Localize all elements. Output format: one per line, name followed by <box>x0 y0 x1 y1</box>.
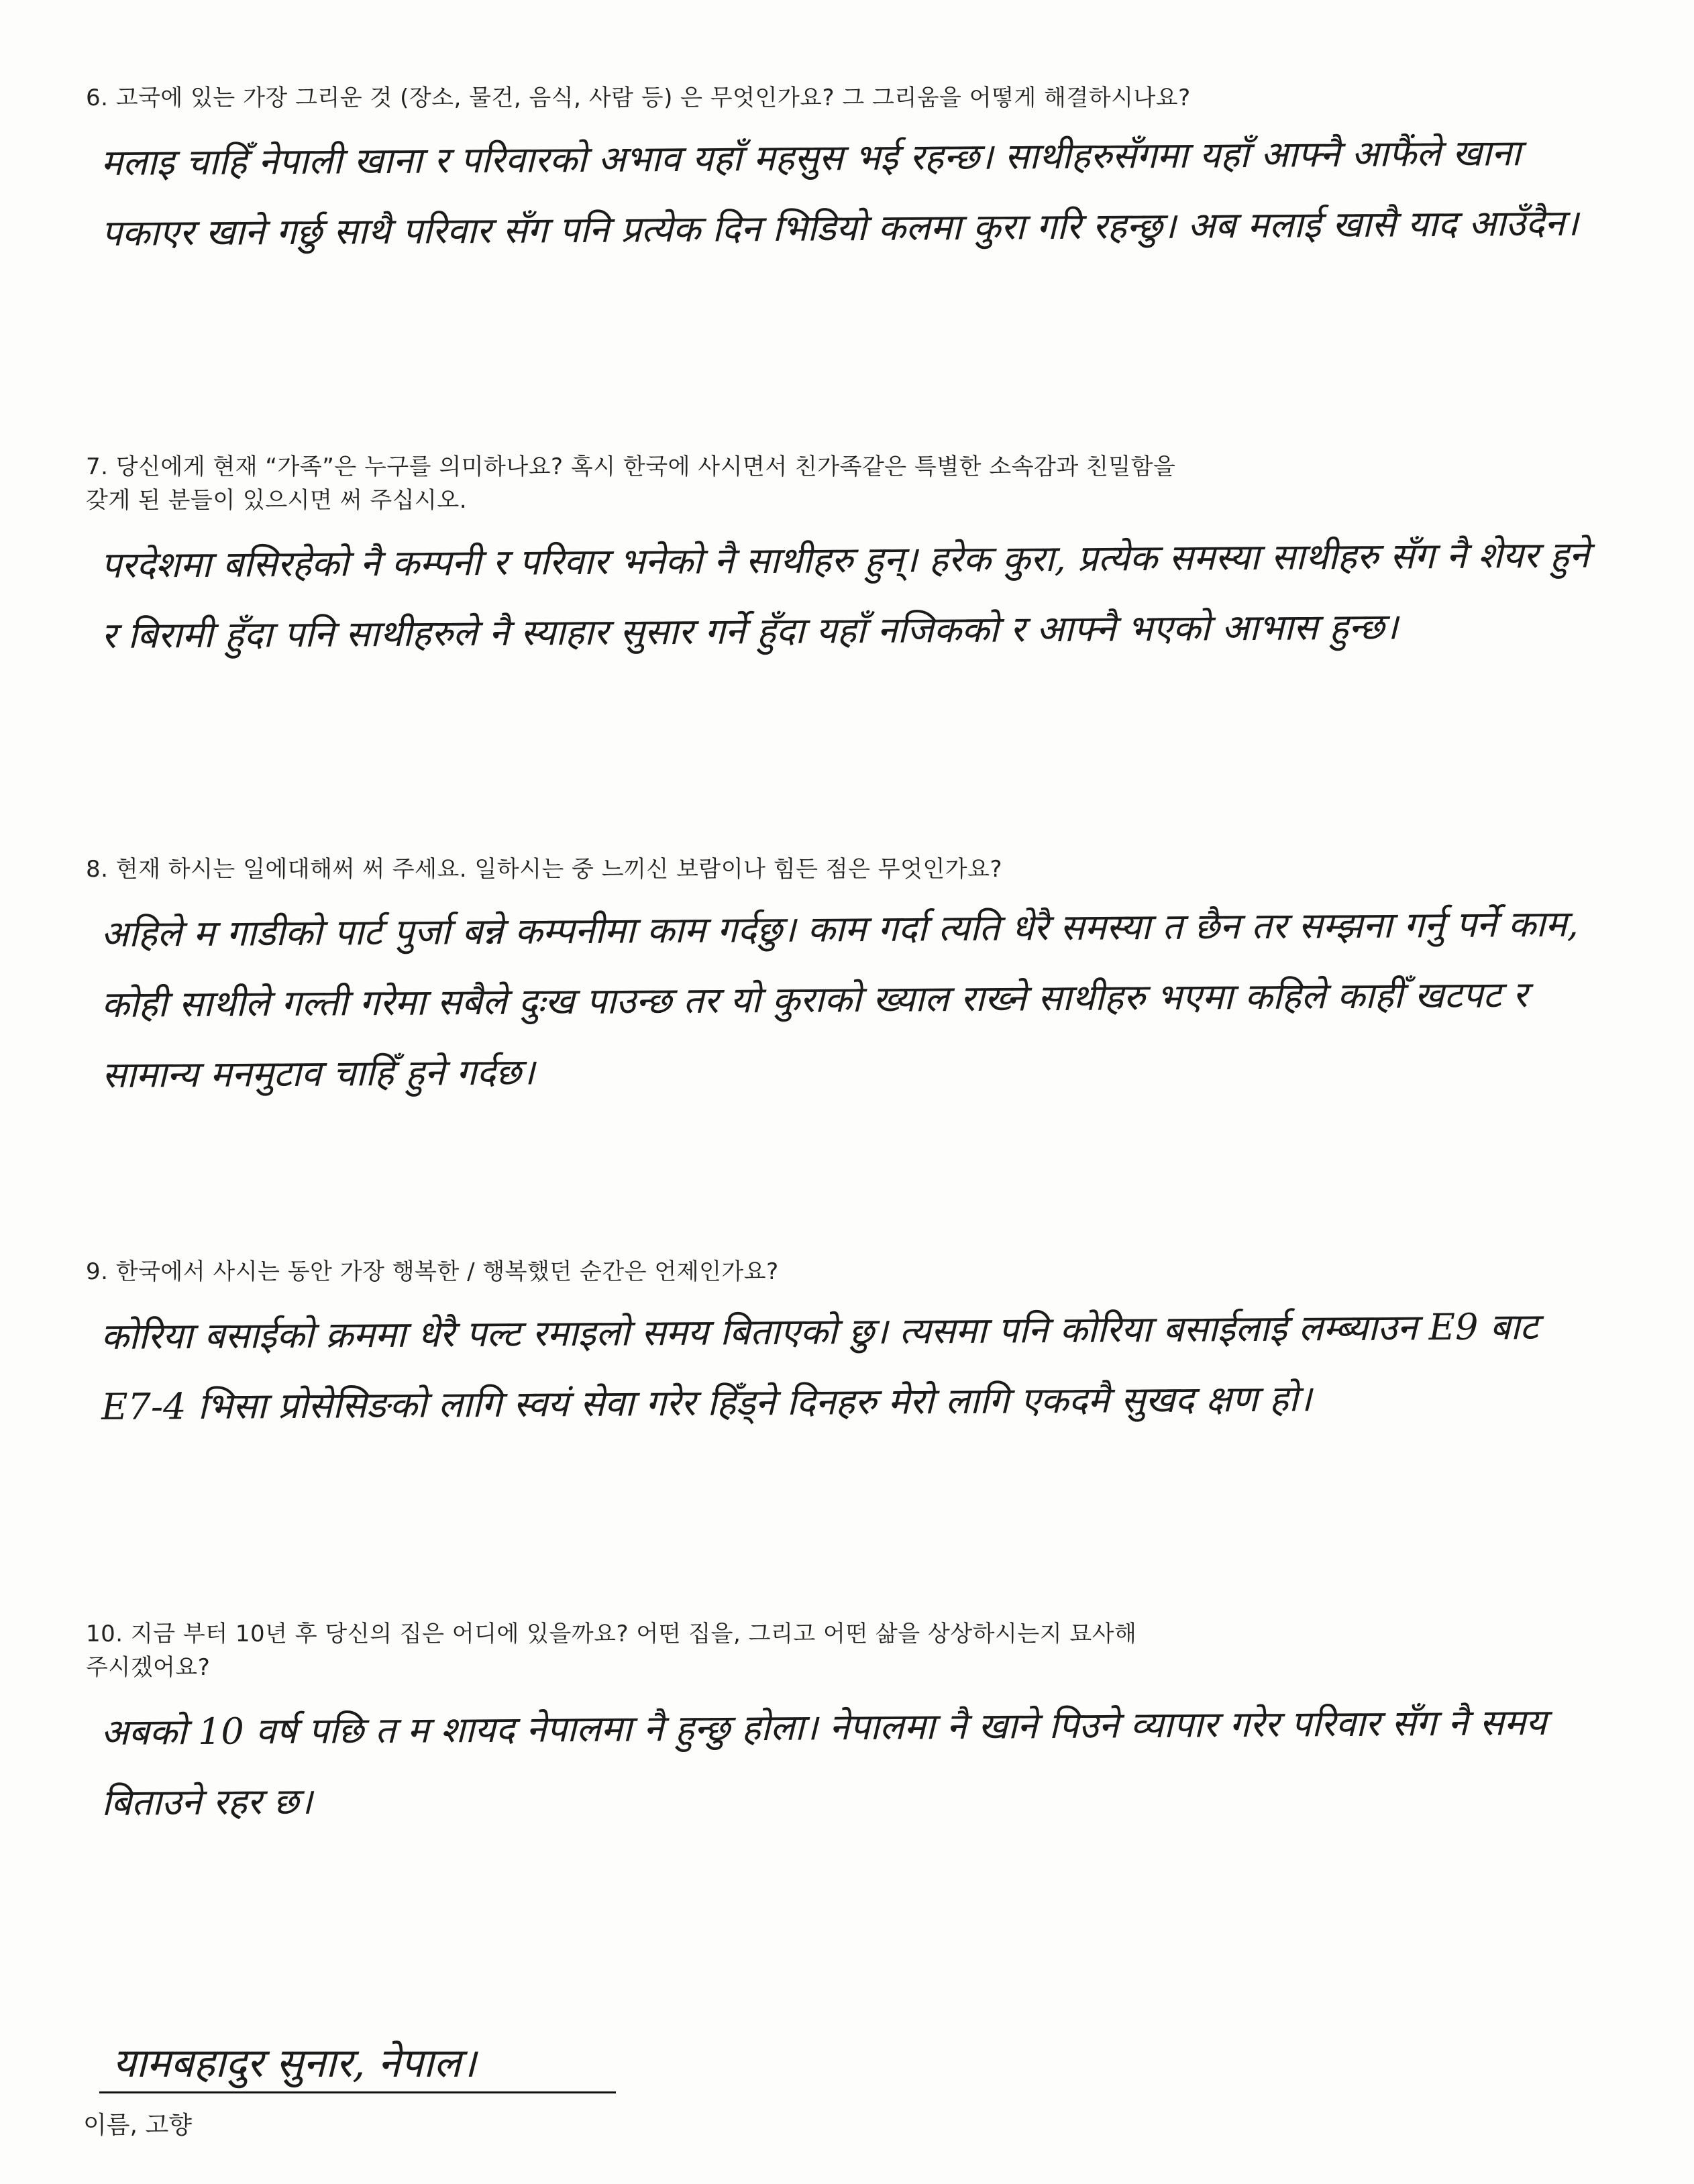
question-9-label: 9. 한국에서 사시는 동안 가장 행복한 / 행복했던 순간은 언제인가요? <box>86 1258 779 1285</box>
question-10-answer: अबको 10 वर्ष पछि त म शायद नेपालमा नै हुन्छु होला। नेपालमा नै खाने पिउने व्यापार गरेर परिवार सँग नै समय बिताउने रहर छ। <box>101 1700 1547 1824</box>
question-7-answer: परदेशमा बसिरहेको नै कम्पनी र परिवार भनेको नै साथीहरु हुन्। हरेक कुरा, प्रत्येक समस्या साथीहरु सँग नै शेयर हुने र बिरामी हुँदा पनि साथीहरुले नै स्याहार सुसार गर्ने हुँदा यहाँ नजिकको र आफ्नै भएको आभास हुन्छ। <box>101 533 1589 657</box>
signature-label: 이름, 고향 <box>83 2112 192 2139</box>
question-10-label-line-1: 10. 지금 부터 10년 후 당신의 집은 어디에 있을까요? 어떤 집을, 그리고 어떤 삶을 상상하시는지 묘사해 <box>86 1621 1137 1647</box>
question-10-label-line-2: 주시겠어요? <box>86 1654 211 1681</box>
question-7-label-line-1: 7. 당신에게 현재 “가족”은 누구를 의미하나요? 혹시 한국에 사시면서 친가족같은 특별한 소속감과 친밀함을 <box>86 453 1176 480</box>
question-8-label: 8. 현재 하시는 일에대해써 써 주세요. 일하시는 중 느끼신 보람이나 힘든 점은 무엇인가요? <box>86 856 1003 883</box>
question-6-answer: मलाइ चाहिँ नेपाली खाना र परिवारको अभाव यहाँ महसुस भई रहन्छ। साथीहरुसँगमा यहाँ आफ्नै आफैंले खाना पकाएर खाने गर्छु साथै परिवार सँग पनि प्रत्येक दिन भिडियो कलमा कुरा गरि रहन्छु। अब मलाई खासै याद आउँदैन। <box>101 131 1579 254</box>
signature-line <box>99 2091 616 2093</box>
question-9-answer: कोरिया बसाईको क्रममा धेरै पल्ट रमाइलो समय बिताएको छु। त्यसमा पनि कोरिया बसाईलाई लम्ब्याउन E9 बाट E7-4 भिसा प्रोसेसिङको लागि स्वयं सेवा गरेर हिँड्ने दिनहरु मेरो लागि एकदमै सुखद क्षण हो। <box>101 1305 1538 1428</box>
signature-name-hometown: यामबहादुर सुनार, नेपाल। <box>113 2040 476 2087</box>
question-7-label-line-2: 갖게 된 분들이 있으시면 써 주십시오. <box>86 487 468 514</box>
question-8-answer: अहिले म गाडीको पार्ट पुर्जा बन्ने कम्पनीमा काम गर्दछु। काम गर्दा त्यति धेरै समस्या त छैन तर सम्झना गर्नु पर्ने काम, कोही साथीले गल्ती गरेमा सबैले दुःख पाउन्छ तर यो कुराको ख्याल राख्ने साथीहरु भएमा कहिले काहीँ खटपट र सामान्य मनमुटाव चाहिँ हुने गर्दछ। <box>101 902 1579 1096</box>
question-6-label: 6. 고국에 있는 가장 그리운 것 (장소, 물건, 음식, 사람 등) 은 무엇인가요? 그 그리움을 어떻게 해결하시나요? <box>86 85 1191 111</box>
